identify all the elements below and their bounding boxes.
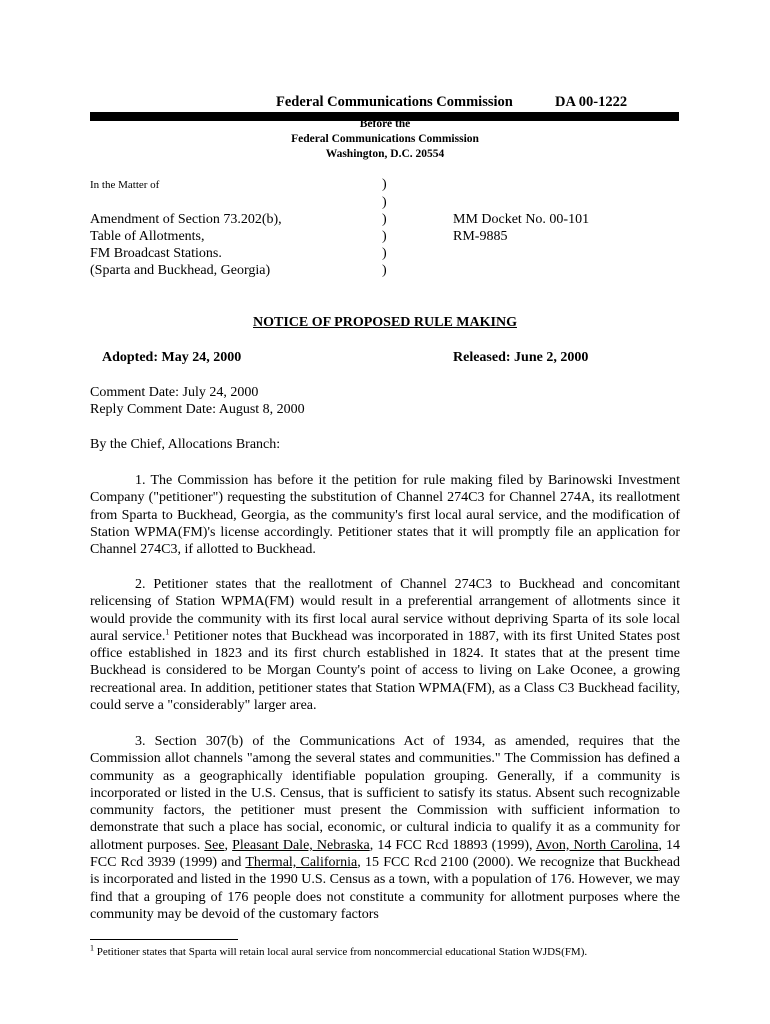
header-doc-number: DA 00-1222	[555, 94, 628, 110]
case-citation: Pleasant Dale, Nebraska	[232, 837, 370, 853]
citation-text: , 14 FCC Rcd 18893 (1999),	[369, 837, 536, 853]
paragraph-3-text-a: 3. Section 307(b) of the Communications Act of 1934, as amended, requires that the Commission allot channels "among the several states and communities." The Commission has defined a community as a geographically identifiable population grouping. Generally, if a community is incorporated or listed in the U.S. Census, that is sufficient to satisfy its status. Absent such recognizable community factors, the petitioner must present the Commission with sufficient information to demonstrate that such a place has social, economic, or cultural indicia to qualify it as a community for allotment purposes.	[90, 734, 680, 853]
document-title: NOTICE OF PROPOSED RULE MAKING	[253, 315, 517, 330]
paragraph-3	[90, 733, 680, 923]
paragraph-2-text-b: Petitioner notes that Buckhead was incorporated in 1887, with its first United States post office established in 1823 and its first church established in 1824. It states that at the present time Buckhead is considered to be Morgan County's point of access to living on Lake Oconee, a growing recreational area. In addition, petitioner states that Station WPMA(FM), as a Class C3 Buckhead facility, could serve a "considerably" larger area.	[90, 628, 681, 714]
footnote-text: Petitioner states that Sparta will retain local aural service from noncommercial educational Station WJDS(FM).	[94, 946, 588, 958]
matter-line: Table of Allotments,	[90, 229, 205, 244]
caption-paren: )	[382, 246, 387, 261]
case-citation: Avon, North Carolina	[535, 837, 659, 853]
paragraph-2	[90, 576, 680, 714]
paragraph-1: 1. The Commission has before it the petition for rule making filed by Barinowski Investment Company ("petitioner") requesting the substitution of Channel 274C3 for Channel 274A, its reallotment from Sparta to Buckhead, Georgia, as the community's first local aural service, and the modification of Station WPMA(FM)'s license accordingly. Petitioner states that it will promptly file an application for Channel 274C3, if allotted to Buckhead.	[90, 473, 680, 558]
in-the-matter: In the Matter of	[90, 179, 160, 191]
paragraph-2-text-a: 2. Petitioner states that the reallotment of Channel 274C3 to Buckhead and concomitant relicensing of Station WPMA(FM) would result in a preferential arrangement of allotments since it would provide the community with its first local aural service without depriving Sparta of its sole local aural service.	[90, 577, 680, 644]
caption-paren: )	[382, 212, 387, 227]
paragraph-3-text-b: , 15 FCC Rcd 2100 (2000). We recognize that Buckhead is incorporated and listed in the 1990 U.S. Census as a town, with a population of 176. However, we may find that a grouping of 176 people does not constitute a community for allotment purposes where the community may be devoid of the customary factors	[90, 855, 680, 922]
separator-text: ,	[224, 837, 233, 853]
caption-agency: Federal Communications Commission	[291, 133, 479, 145]
docket-number: MM Docket No. 00-101	[453, 212, 590, 227]
caption-paren: )	[382, 177, 387, 192]
citation-text: , 14 FCC Rcd 3939 (1999) and	[90, 837, 680, 871]
caption-paren: )	[382, 195, 387, 210]
released-date: Released: June 2, 2000	[453, 350, 589, 365]
caption-location: Washington, D.C. 20554	[325, 148, 445, 160]
matter-line: (Sparta and Buckhead, Georgia)	[90, 263, 271, 278]
reply-comment-date: Reply Comment Date: August 8, 2000	[90, 402, 305, 417]
rm-number: RM-9885	[453, 229, 508, 244]
caption-before: Before the	[359, 118, 411, 130]
matter-line: FM Broadcast Stations.	[90, 246, 222, 261]
footnote-ref: 1	[165, 627, 170, 637]
header-agency: Federal Communications Commission	[276, 94, 513, 110]
matter-line: Amendment of Section 73.202(b),	[90, 212, 282, 227]
by-line: By the Chief, Allocations Branch:	[90, 437, 281, 452]
comment-date: Comment Date: July 24, 2000	[90, 385, 259, 400]
adopted-date: Adopted: May 24, 2000	[102, 350, 242, 365]
case-citation: Thermal, California	[245, 855, 358, 871]
see-signal: See	[204, 837, 225, 853]
footnote-rule	[90, 939, 238, 940]
caption-paren: )	[382, 263, 387, 278]
footnote-mark: 1	[90, 943, 94, 953]
caption-paren: )	[382, 229, 387, 244]
footnote	[90, 943, 588, 958]
